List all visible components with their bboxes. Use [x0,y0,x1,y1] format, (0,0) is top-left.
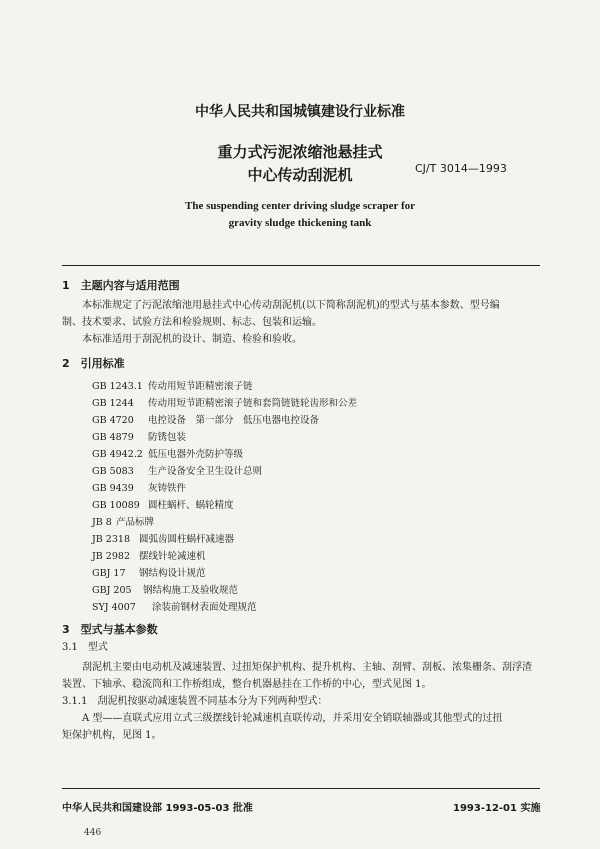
reference-item [92,514,154,528]
reference-code: GB 4720 [92,415,134,426]
reference-item [92,412,319,426]
reference-code: GB 5083 [92,466,134,477]
section-3-1-heading: 3.1 型式 [62,642,108,653]
reference-title: 摆线针轮减速机 [139,551,206,562]
reference-code: SYJ 4007 [92,602,136,613]
section-1-paragraph-1-line-2: 制、技术要求、试验方法和检验规则、标志、包装和运输。 [62,317,322,328]
reference-title: 圆弧齿圆柱蜗杆减速器 [139,534,235,545]
reference-item [92,429,186,443]
page-number: 446 [84,828,102,838]
reference-item [92,446,243,460]
reference-item [92,548,206,562]
reference-title: 防锈包装 [148,432,187,443]
reference-code: JB 2318 [92,534,130,545]
reference-code: GB 4942.2 [92,449,143,460]
reference-item [92,395,357,409]
standard-number: CJ/T 3014—1993 [415,162,507,175]
top-divider [62,265,540,266]
reference-item [92,531,234,545]
reference-item [92,599,257,613]
reference-code: GB 10089 [92,500,140,511]
section-3-1-1-heading: 3.1.1 刮泥机按驱动减速装置不同基本分为下列两种型式： [62,696,328,707]
english-title-line-2: gravity sludge thickening tank [228,217,372,229]
reference-code: GB 1244 [92,398,134,409]
reference-title: 低压电器外壳防护等级 [148,449,244,460]
reference-title: 钢结构施工及验收规范 [143,585,239,596]
reference-title: 电控设备 第一部分 低压电器电控设备 [148,415,320,426]
document-title-line-1: 重力式污泥浓缩池悬挂式 [217,143,383,161]
section-2-heading: 2 引用标准 [62,357,125,370]
reference-title: 钢结构设计规范 [139,568,206,579]
reference-title: 灰铸铁件 [148,483,187,494]
section-1-heading: 1 主题内容与适用范围 [62,279,180,292]
reference-item [92,565,206,579]
reference-code: GB 1243.1 [92,381,143,392]
reference-item [92,497,234,511]
section-3-heading: 3 型式与基本参数 [62,623,158,636]
reference-item [92,463,262,477]
reference-code: GB 9439 [92,483,134,494]
section-1-paragraph-1-line-1: 本标准规定了污泥浓缩池用悬挂式中心传动刮泥机(以下简称刮泥机)的型式与基本参数、型号编 [82,300,500,311]
document-title-line-2: 中心传动刮泥机 [247,166,353,184]
reference-title: 传动用短节距精密滚子链 [148,381,253,392]
reference-code: GB 4879 [92,432,134,443]
effective-date: 1993-12-01 实施 [453,803,541,814]
issuing-body-title: 中华人民共和国城镇建设行业标准 [195,104,405,120]
reference-code: JB 8 [92,517,112,528]
reference-code: GBJ 17 [92,568,126,579]
reference-title: 产品标牌 [116,517,155,528]
reference-code: GBJ 205 [92,585,132,596]
reference-title: 圆柱蜗杆、蜗轮精度 [148,500,234,511]
reference-title: 涂装前钢材表面处理规范 [152,602,257,613]
type-a-paragraph-line-2: 矩保护机构，见图 1。 [62,730,162,741]
reference-item [92,378,253,392]
reference-title: 生产设备安全卫生设计总则 [148,466,263,477]
section-3-1-paragraph-line-2: 装置、下轴承、稳流筒和工作桥组成，整台机器悬挂在工作桥的中心，型式见图 1。 [62,679,432,690]
approval-statement: 中华人民共和国建设部 1993-05-03 批准 [62,803,253,814]
type-a-paragraph-line-1: A 型——直联式应用立式三级摆线针轮减速机直联传动，并采用安全销联轴器或其他型式的过扭 [82,713,503,724]
bottom-divider [62,788,540,789]
reference-title: 传动用短节距精密滚子链和套筒链链轮齿形和公差 [148,398,358,409]
section-3-1-paragraph-line-1: 刮泥机主要由电动机及减速装置、过扭矩保护机构、提升机构、主轴、刮臂、刮板、浓集栅条、刮浮渣 [82,662,532,673]
reference-item [92,582,238,596]
english-title-line-1: The suspending center driving sludge scraper for [185,200,415,212]
section-1-paragraph-2: 本标准适用于刮泥机的设计、制造、检验和验收。 [82,334,302,345]
reference-code: JB 2982 [92,551,130,562]
reference-item [92,480,186,494]
